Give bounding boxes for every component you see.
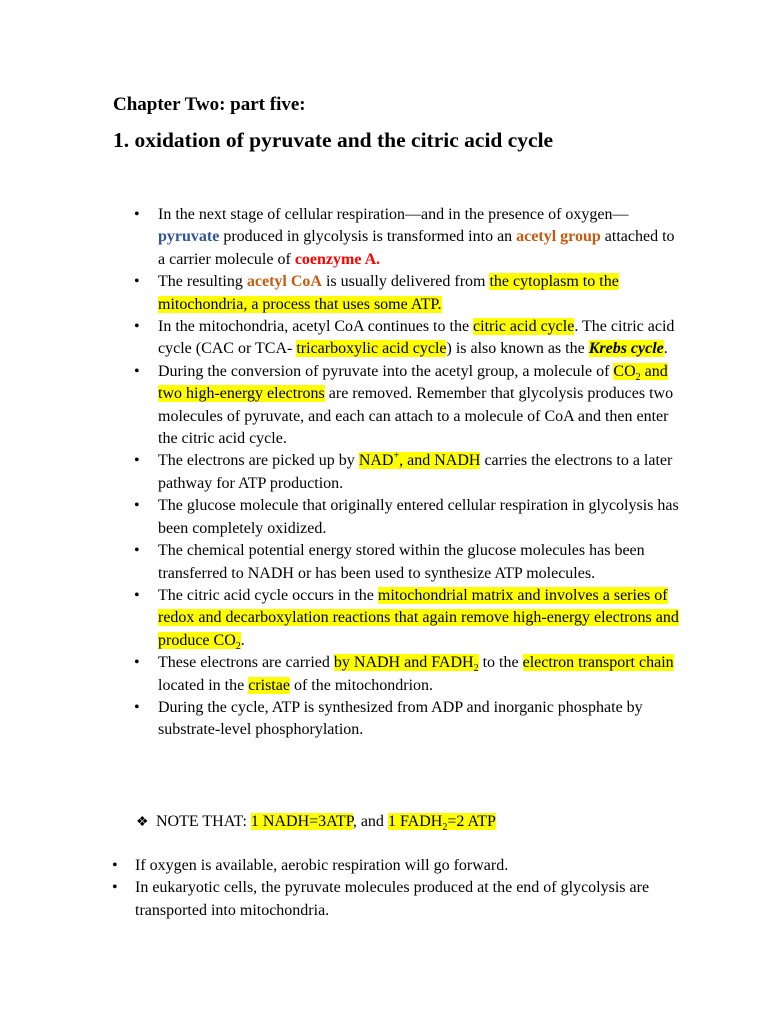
highlight: citric acid cycle: [473, 318, 575, 336]
highlight: the cytoplasm to the mitochondria, a process that uses some ATP.: [158, 273, 619, 313]
highlight: cristae: [248, 676, 290, 694]
secondary-bullet-list: [0, 855, 768, 922]
list-item: • During the conversion of pyruvate into the acetyl group, a molecule of $CO_2$ and two high-energy electrons are removed. Remember that glycolysis produces two molecules of pyruvate, and each can attach to a molecule of CoA and then enter the citric acid cycle.: [0, 361, 682, 451]
highlight: by NADH and $FADH_2$: [333, 654, 479, 675]
highlight: 1 NADH=3ATP: [250, 813, 353, 830]
list-item: • The resulting acetyl CoA is usually delivered from the cytoplasm to the mitochondria, a process that uses some ATP.: [0, 271, 682, 316]
term-krebs-cycle: Krebs cycle: [588, 340, 664, 358]
highlight: NAD+, and NADH: [358, 451, 481, 470]
term-acetyl-coa: acetyl CoA: [246, 273, 322, 291]
highlight: 1 $FADH_2=2$ ATP: [387, 813, 496, 834]
term-acetyl-group: acetyl group: [516, 228, 601, 246]
highlight: $CO_2$ and two high-energy electrons: [158, 362, 668, 403]
list-item: • In eukaryotic cells, the pyruvate molecules produced at the end of glycolysis are transported into mitochondria.: [0, 877, 675, 922]
highlight: tricarboxylic acid cycle: [296, 340, 447, 358]
section-title: 1. oxidation of pyruvate and the citric acid cycle: [113, 128, 554, 152]
term-pyruvate: pyruvate: [158, 228, 220, 246]
list-item: • In the mitochondria, acetyl CoA continues to the citric acid cycle. The citric acid cycle (CAC or TCA- tricarboxylic acid cycle) is also known as the Krebs cycle.: [0, 316, 682, 361]
highlight: mitochondrial matrix and involves a series of redox and decarboxylation reactions that again remove high-energy electrons and produce $CO_2$: [158, 586, 679, 652]
list-item: • In the next stage of cellular respiration—and in the presence of oxygen—pyruvate produced in glycolysis is transformed into an acetyl group attached to a carrier molecule of coenzyme A.: [0, 204, 682, 271]
main-bullet-list: [0, 204, 768, 742]
list-item: • During the cycle, ATP is synthesized from ADP and inorganic phosphate by substrate-level phosphorylation.: [0, 697, 682, 742]
list-item: • The chemical potential energy stored within the glucose molecules has been transferred to NADH or has been used to synthesize ATP molecules.: [0, 540, 682, 585]
list-item: • The electrons are picked up by NAD+, and NADH carries the electrons to a later pathway for ATP production.: [0, 450, 682, 495]
term-coenzyme-a: coenzyme A.: [294, 250, 381, 268]
list-item: • The glucose molecule that originally entered cellular respiration in glycolysis has been completely oxidized.: [0, 495, 682, 540]
chapter-heading: Chapter Two: part five:: [113, 94, 306, 115]
list-item: • If oxygen is available, aerobic respiration will go forward.: [0, 855, 675, 877]
note-line: ❖ NOTE THAT: 1 NADH=3ATP, and 1 $FADH_2=2$ ATP: [136, 813, 496, 834]
list-item: • The citric acid cycle occurs in the mitochondrial matrix and involves a series of redox and decarboxylation reactions that again remove high-energy electrons and produce $CO_2$.: [0, 585, 682, 652]
highlight: electron transport chain: [522, 654, 674, 672]
list-item: • These electrons are carried by NADH and $FADH_2$ to the electron transport chain located in the cristae of the mitochondrion.: [0, 652, 682, 697]
diamond-bullet-icon: ❖: [136, 815, 149, 830]
